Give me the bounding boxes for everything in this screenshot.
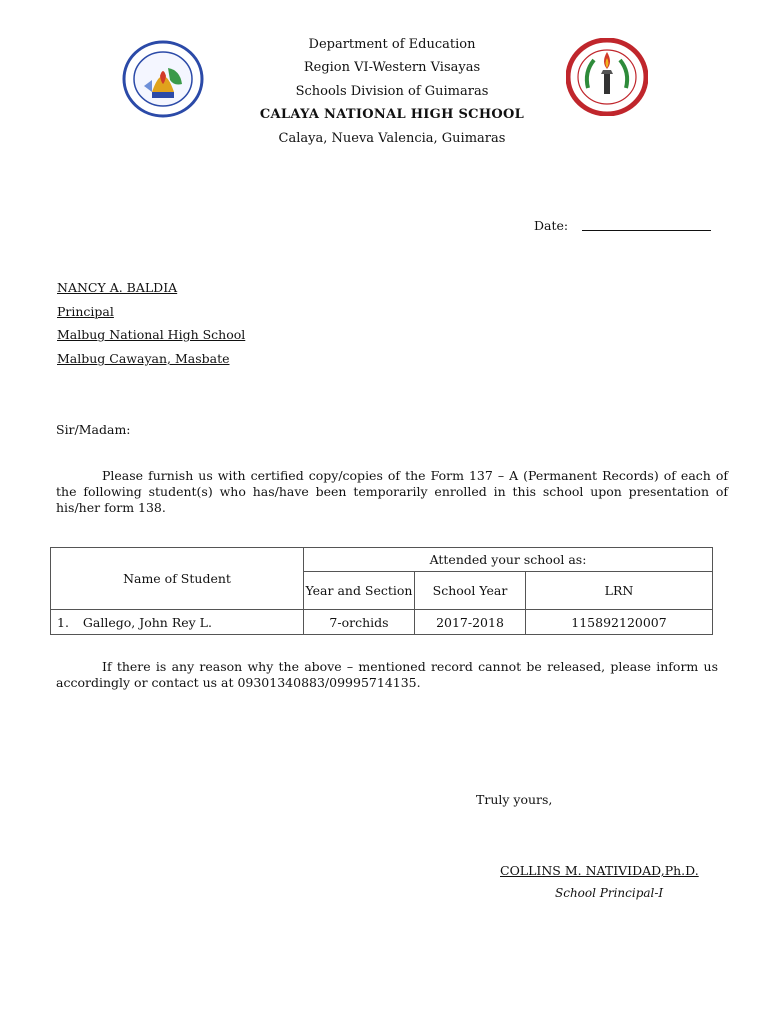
table-cell-year-section: 7-orchids bbox=[304, 610, 415, 635]
student-records-table bbox=[50, 547, 713, 635]
table-header-attended: Attended your school as: bbox=[304, 548, 713, 572]
header-department: Department of Education bbox=[308, 37, 476, 52]
table-cell-student-name bbox=[51, 610, 304, 635]
header-region: Region VI-Western Visayas bbox=[303, 60, 481, 75]
signatory-name: COLLINS M. NATIVIDAD,Ph.D. bbox=[500, 863, 699, 878]
body-paragraph-2-text: If there is any reason why the above – mentioned record cannot be released, please inform us accordingly or contact us at 09301340883/09995714135. bbox=[56, 659, 718, 690]
date-blank-line bbox=[582, 230, 711, 231]
body-paragraph-1-text: Please furnish us with certified copy/copies of the Form 137 – A (Permanent Records) of each of the following student(s) who has/have been temporarily enrolled in this school upon presentation of his/her form 138. bbox=[56, 468, 728, 515]
header-school-name: CALAYA NATIONAL HIGH SCHOOL bbox=[259, 107, 525, 122]
body-paragraph-2 bbox=[56, 659, 718, 691]
date-label: Date: bbox=[534, 218, 569, 233]
recipient-address: Malbug Cawayan, Masbate bbox=[57, 351, 230, 366]
table-header-lrn: LRN bbox=[526, 572, 713, 610]
header-school-address: Calaya, Nueva Valencia, Guimaras bbox=[278, 131, 506, 146]
table-row-number: 1. bbox=[57, 614, 69, 630]
salutation: Sir/Madam: bbox=[56, 422, 131, 437]
header-division: Schools Division of Guimaras bbox=[295, 84, 489, 99]
recipient-title: Principal bbox=[57, 304, 114, 319]
table-header-year-section: Year and Section bbox=[304, 572, 415, 610]
table-row bbox=[51, 610, 713, 635]
signatory-title: School Principal-I bbox=[555, 886, 664, 900]
table-header-name: Name of Student bbox=[51, 548, 304, 610]
table-header-school-year: School Year bbox=[415, 572, 526, 610]
table-row-student-name: Gallego, John Rey L. bbox=[82, 614, 212, 630]
recipient-name: NANCY A. BALDIA bbox=[57, 280, 178, 295]
table-cell-lrn: 115892120007 bbox=[526, 610, 713, 635]
body-paragraph-1 bbox=[56, 468, 728, 516]
closing: Truly yours, bbox=[476, 792, 553, 807]
recipient-school: Malbug National High School bbox=[57, 327, 246, 342]
table-cell-school-year: 2017-2018 bbox=[415, 610, 526, 635]
